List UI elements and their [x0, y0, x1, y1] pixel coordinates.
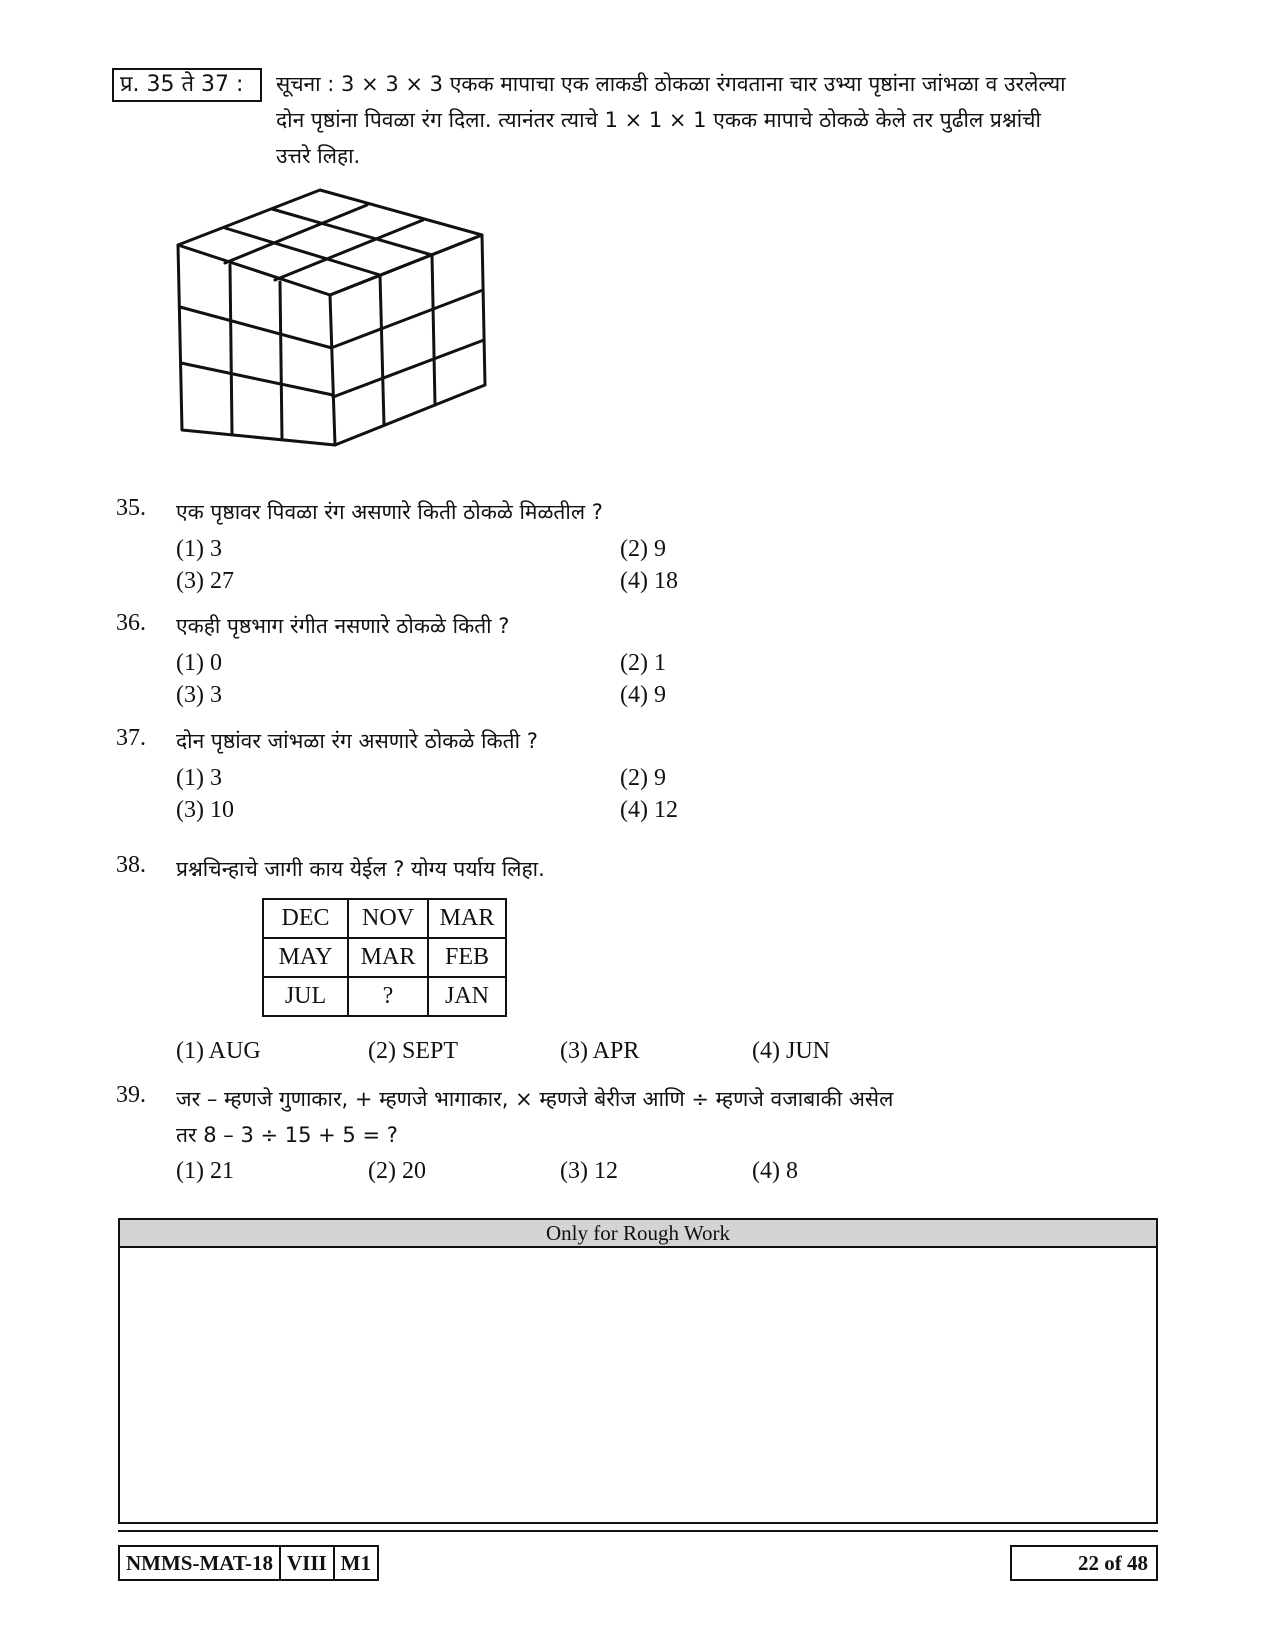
- rough-work-box: [118, 1218, 1158, 1524]
- class-label: VIII: [279, 1547, 333, 1579]
- option: (3) 27: [176, 568, 234, 594]
- cube-illustration: [170, 185, 520, 470]
- question-text: एकही पृष्ठभाग रंगीत नसणारे ठोकळे किती ?: [176, 614, 510, 638]
- question-text: दोन पृष्ठांवर जांभळा रंग असणारे ठोकळे किती ?: [176, 729, 538, 753]
- option: (2) 1: [620, 650, 666, 676]
- exam-code-box: [118, 1545, 379, 1581]
- option: (2) SEPT: [368, 1038, 458, 1064]
- table-cell: NOV: [348, 899, 428, 938]
- instruction-line-3: उत्तरे लिहा.: [276, 144, 361, 168]
- exam-code: NMMS-MAT-18: [126, 1551, 273, 1575]
- question-number: 36.: [116, 610, 146, 636]
- table-row: [263, 977, 506, 1016]
- question-text: एक पृष्ठावर पिवळा रंग असणारे किती ठोकळे मिळतील ?: [176, 500, 603, 524]
- option: (1) 3: [176, 765, 222, 791]
- table-cell: MAY: [263, 938, 348, 977]
- instruction-line-1: सूचना : 3 × 3 × 3 एकक मापाचा एक लाकडी ठोकळा रंगवताना चार उभ्या पृष्ठांना जांभळा व उरलेल्या: [276, 72, 1066, 96]
- option: (4) 12: [620, 797, 678, 823]
- footer-divider: [118, 1530, 1158, 1532]
- option: (1) 21: [176, 1158, 234, 1184]
- option: (3) 10: [176, 797, 234, 823]
- option: (1) AUG: [176, 1038, 261, 1064]
- question-range-label: प्र. 35 ते 37 :: [112, 68, 262, 102]
- table-cell: FEB: [428, 938, 506, 977]
- option: (1) 0: [176, 650, 222, 676]
- option: (4) 8: [752, 1158, 798, 1184]
- option: (2) 20: [368, 1158, 426, 1184]
- option: (4) JUN: [752, 1038, 830, 1064]
- option: (4) 9: [620, 682, 666, 708]
- option: (2) 9: [620, 536, 666, 562]
- question-number: 37.: [116, 725, 146, 751]
- table-cell: MAR: [428, 899, 506, 938]
- question-number: 38.: [116, 852, 146, 878]
- question-text: प्रश्नचिन्हाचे जागी काय येईल ? योग्य पर्याय लिहा.: [176, 857, 545, 881]
- month-grid-table: [262, 898, 507, 1017]
- table-cell: JUL: [263, 977, 348, 1016]
- option: (3) 12: [560, 1158, 618, 1184]
- question-number: 39.: [116, 1082, 146, 1108]
- option: (3) 3: [176, 682, 222, 708]
- option: (3) APR: [560, 1038, 640, 1064]
- option: (2) 9: [620, 765, 666, 791]
- table-row: [263, 899, 506, 938]
- table-cell: ?: [348, 977, 428, 1016]
- option: (4) 18: [620, 568, 678, 594]
- table-row: [263, 938, 506, 977]
- question-text: जर – म्हणजे गुणाकार, + म्हणजे भागाकार, × म्हणजे बेरीज आणि ÷ म्हणजे वजाबाकी असेल: [176, 1087, 894, 1111]
- table-cell: JAN: [428, 977, 506, 1016]
- question-number: 35.: [116, 495, 146, 521]
- table-cell: MAR: [348, 938, 428, 977]
- rough-work-label: Only for Rough Work: [120, 1220, 1156, 1248]
- page-number: 22 of 48: [1010, 1545, 1158, 1581]
- medium-label: M1: [333, 1547, 377, 1579]
- instruction-line-2: दोन पृष्ठांना पिवळा रंग दिला. त्यानंतर त्याचे 1 × 1 × 1 एकक मापाचे ठोकळे केले तर पुढील प्रश्नांची: [276, 108, 1041, 132]
- question-expression: तर 8 – 3 ÷ 15 + 5 = ?: [176, 1123, 398, 1147]
- option: (1) 3: [176, 536, 222, 562]
- table-cell: DEC: [263, 899, 348, 938]
